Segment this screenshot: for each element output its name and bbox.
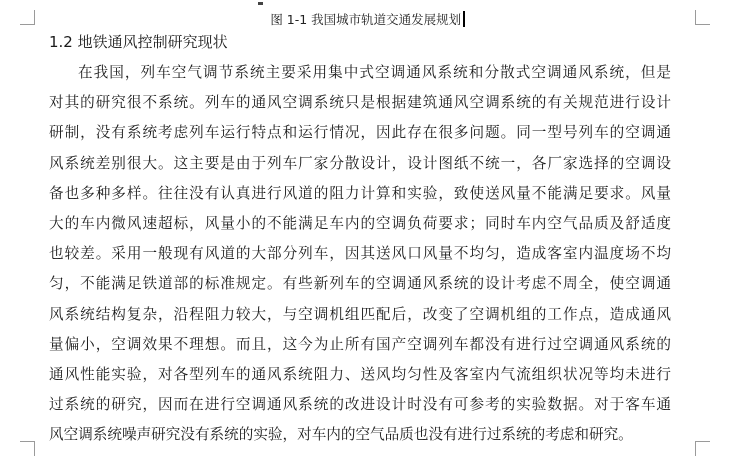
page-corner-mark-bottom-right xyxy=(695,441,710,456)
stray-mark xyxy=(258,2,263,5)
paragraph-line[interactable]: 风系统差别很大。这主要是由于列车厂家分散设计，设计图纸不统一，各厂家选择的空调设 xyxy=(49,154,671,172)
figure-caption-line[interactable] xyxy=(0,10,735,28)
text-cursor xyxy=(463,11,465,27)
page-corner-mark-bottom-left xyxy=(20,441,35,456)
paragraph-line[interactable]: 量偏小，空调效果不理想。而且，这今为止所有国产空调列车都没有进行过空调通风系统的 xyxy=(49,335,671,353)
paragraph-line[interactable]: 风空调系统噪声研究没有系统的实验，对车内的空气品质也没有进行过系统的考虑和研究。 xyxy=(49,426,633,444)
paragraph-line[interactable]: 大的车内微风速超标，风量小的不能满足车内的空调负荷要求；同时车内空气品质及舒适度 xyxy=(49,214,671,232)
section-heading[interactable]: 1.2 地铁通风控制研究现状 xyxy=(49,33,228,51)
paragraph-line[interactable]: 通风性能实验，对各型列车的通风系统阻力、送风均匀性及客室内气流组织状况等均未进行 xyxy=(49,365,671,383)
paragraph-line[interactable]: 对其的研究很不系统。列车的通风空调系统只是根据建筑通风空调系统的有关规范进行设计 xyxy=(49,94,671,112)
paragraph-line[interactable]: 过系统的研究，因而在进行空调通风系统的改进设计时没有可参考的实验数据。对于客车通 xyxy=(49,396,671,414)
paragraph-line[interactable]: 在我国，列车空气调节系统主要采用集中式空调通风系统和分散式空调通风系统，但是 xyxy=(78,64,671,81)
paragraph-line[interactable]: 备也多种多样。往往没有认真进行风道的阻力计算和实验，致使送风量不能满足要求。风量 xyxy=(49,184,671,202)
body-paragraph[interactable] xyxy=(49,61,671,453)
paragraph-line[interactable]: 匀，不能满足铁道部的标准规定。有些新列车的空调通风系统的设计考虑不周全，使空调通 xyxy=(49,275,671,293)
figure-caption[interactable]: 图 1-1 我国城市轨道交通发展规划 xyxy=(270,12,462,27)
paragraph-line[interactable]: 也较差。采用一般现有风道的大部分列车，因其送风口风量不均匀，造成客室内温度场不均 xyxy=(49,245,671,263)
paragraph-line[interactable]: 风系统结构复杂，沿程阻力较大，与空调机组匹配后，改变了空调机组的工作点，造成通风 xyxy=(49,305,671,323)
paragraph-line[interactable]: 研制，没有系统考虑列车运行特点和运行情况，因此存在很多问题。同一型号列车的空调通 xyxy=(49,124,671,142)
